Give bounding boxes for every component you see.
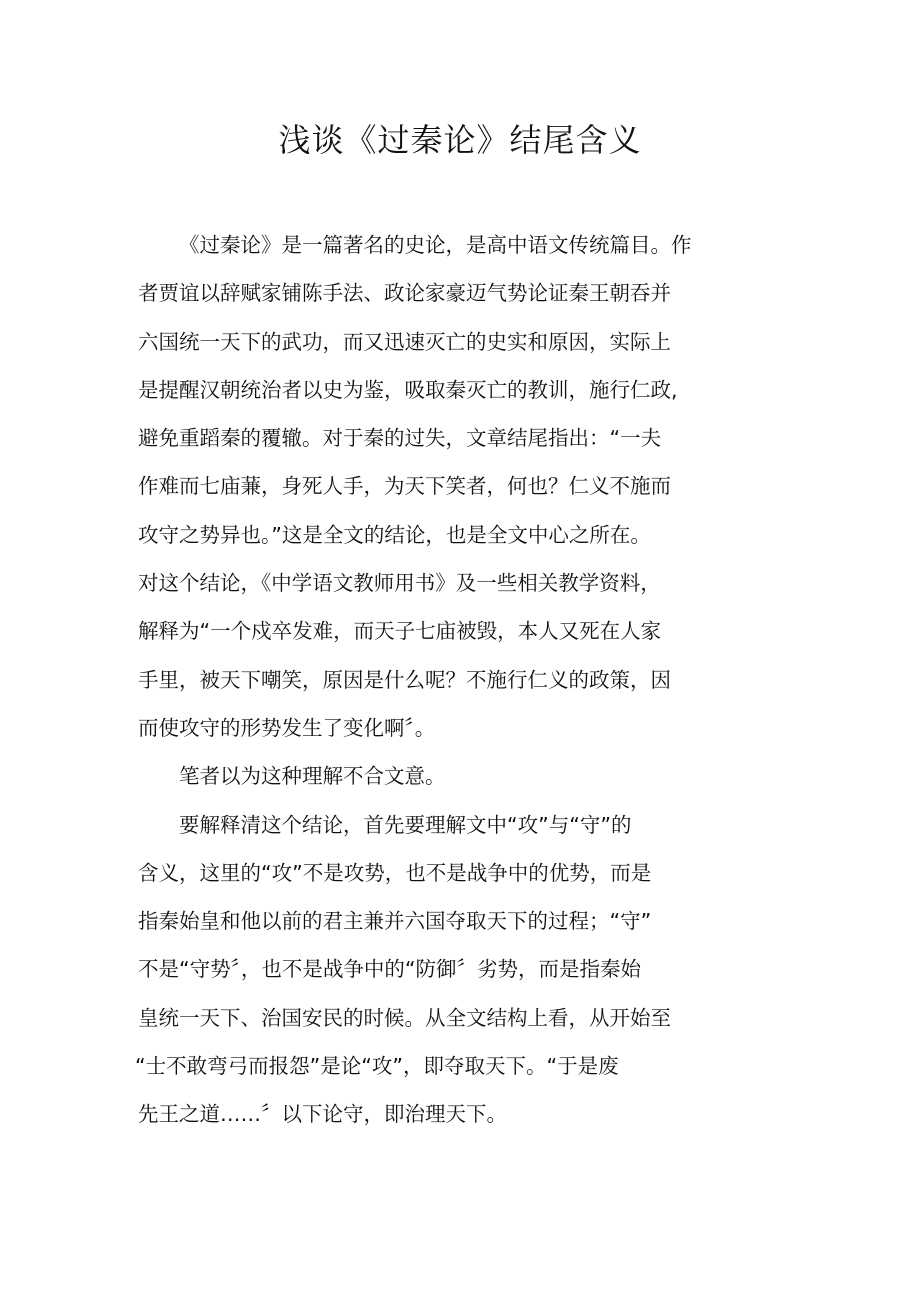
text-line: 而使攻守的形势发生了变化啊〞。	[138, 715, 436, 740]
text-line: 避免重蹈秦的覆辙。对于秦的过失，文章结尾指出：“一夫	[138, 426, 662, 451]
text-line: 指秦始皇和他以前的君主兼并六国夺取天下的过程；“守”	[138, 909, 652, 934]
text-line: 笔者以为这种理解不合文意。	[179, 764, 446, 789]
text-line: 《过秦论》是一篇著名的史论，是高中语文传统篇目。作	[179, 233, 692, 257]
text-line: 攻守之势异也。”这是全文的结论，也是全文中心之所在。	[138, 522, 651, 547]
text-line: “士不敢弯弓而报怨”是论“攻”，即夺取天下。“于是废	[135, 1054, 619, 1079]
text-line: 是提醒汉朝统治者以史为鉴，吸取秦灭亡的教训，施行仁政,	[138, 377, 678, 402]
text-line: 解释为“一个戍卒发难，而天子七庙被毁，本人又死在人家	[138, 619, 662, 644]
text-line: 对这个结论，《中学语文教师用书》及一些相关教学资料，	[138, 571, 661, 596]
document-title: 浅谈《过秦论》结尾含义	[278, 121, 642, 159]
text-line: 要解释清这个结论，首先要理解文中“攻”与“守”的	[179, 812, 632, 837]
text-line: 六国统一天下的武功，而又迅速灭亡的史实和原因，实际上	[138, 329, 671, 354]
text-line: 先王之道……〞以下论守，即治理天下。	[138, 1102, 507, 1127]
text-line: 手里，被天下嘲笑，原因是什么呢？不施行仁义的政策，因	[138, 667, 671, 692]
text-line: 含义，这里的“攻”不是攻势，也不是战争中的优势，而是	[138, 860, 652, 885]
text-line: 不是“守势〞，也不是战争中的“防御〞劣势，而是指秦始	[138, 957, 641, 982]
text-line: 作难而七庙蒹，身死人手，为天下笑者，何也？仁义不施而	[138, 474, 671, 499]
text-line: 皇统一天下、治国安民的时候。从全文结构上看，从开始至	[138, 1005, 671, 1030]
text-line: 者贾谊以辞赋家铺陈手法、政论家豪迈气势论证秦王朝吞并	[138, 281, 671, 306]
document-body	[135, 221, 728, 1139]
